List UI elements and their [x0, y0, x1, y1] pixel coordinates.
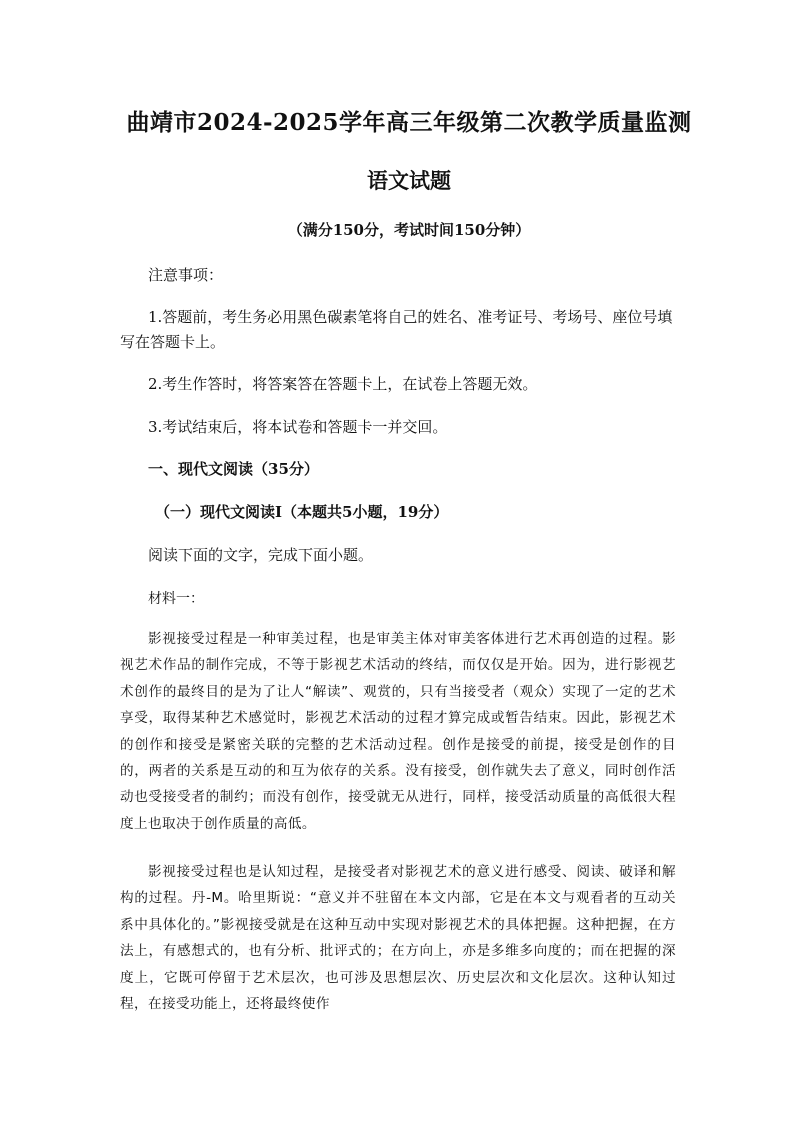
notice-heading: 注意事项：	[148, 266, 224, 284]
notice-item-1: 1.答题前，考生务必用黑色碳素笔将自己的姓名、准考证号、考场号、座位号填写在答题卡上。	[120, 308, 673, 351]
exam-title: 曲靖市2024-2025学年高三年级第二次教学质量监测	[126, 109, 692, 136]
passage-paragraph-1: 影视接受过程是一种审美过程，也是审美主体对审美客体进行艺术再创造的过程。影视艺术作品的制作完成，不等于影视艺术活动的终结，而仅仅是开始。因为，进行影视艺术创作的最终目的是为了让人“解读”、观赏的，只有当接受者（观众）实现了一定的艺术享受，取得某种艺术感觉时，影视艺术活动的过程才算完成或暂告结束。因此，影视艺术的创作和接受是紧密关联的完整的艺术活动过程。创作是接受的前提，接受是创作的目的，两者的关系是互动的和互为依存的关系。没有接受，创作就失去了意义，同时创作活动也受接受者的制约；而没有创作，接受就无从进行，同样，接受活动质量的高低很大程度上也取决于创作质量的高低。	[120, 631, 676, 832]
notice-item-2: 2.考生作答时，将答案答在答题卡上，在试卷上答题无效。	[148, 375, 538, 393]
section-heading: 一、现代文阅读（35分）	[148, 460, 319, 478]
subsection-heading: （一）现代文阅读Ⅰ（本题共5小题，19分）	[155, 503, 449, 521]
exam-subtitle: 语文试题	[367, 168, 451, 193]
exam-score-time-info: （满分150分，考试时间150分钟）	[287, 221, 531, 239]
notice-item-3: 3.考试结束后，将本试卷和答题卡一并交回。	[148, 418, 448, 436]
reading-instruction: 阅读下面的文字，完成下面小题。	[148, 546, 374, 564]
passage-paragraph-2: 影视接受过程也是认知过程，是接受者对影视艺术的意义进行感受、阅读、破译和解构的过程。丹-M。哈里斯说：“意义并不驻留在本文内部，它是在本文与观看者的互动关系中具体化的。”影视接受就是在这种互动中实现对影视艺术的具体把握。这种把握，在方法上，有感想式的，也有分析、批评式的；在方向上，亦是多维多向度的；而在把握的深度上，它既可停留于艺术层次，也可涉及思想层次、历史层次和文化层次。这种认知过程，在接受功能上，还将最终使作	[120, 864, 676, 1013]
material-label: 材料一：	[148, 591, 204, 607]
